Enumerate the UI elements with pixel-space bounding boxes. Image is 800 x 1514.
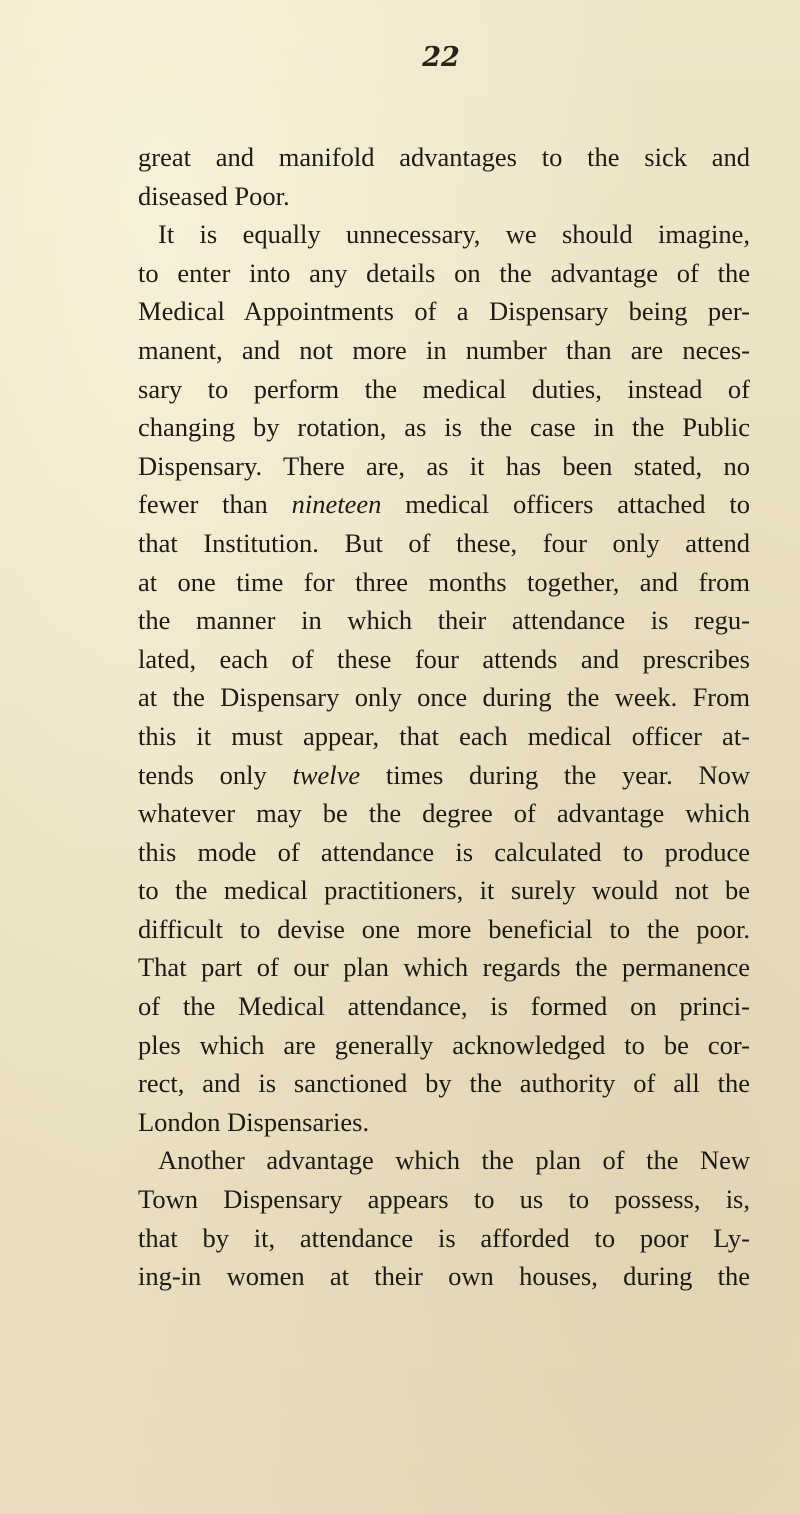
text-line: this it must appear, that each medical officer at- <box>138 720 750 751</box>
text-line: whatever may be the degree of advantage which <box>138 798 750 829</box>
text-line: ples which are generally acknowledged to be cor- <box>138 1029 750 1060</box>
italic-word: twelve <box>292 759 361 790</box>
text-line: tends only twelve times during the year. Now <box>138 759 750 790</box>
text-line: sary to perform the medical duties, instead of <box>138 373 750 404</box>
text-line: difficult to devise one more beneficial to the poor. <box>138 913 750 944</box>
text-line: that by it, attendance is afforded to poor Ly- <box>138 1222 750 1253</box>
text-line: manent, and not more in number than are neces- <box>138 334 750 365</box>
text-line: changing by rotation, as is the case in the Public <box>138 412 750 443</box>
text-line: London Dispensaries. <box>138 1106 370 1137</box>
text-line: at one time for three months together, and from <box>138 566 750 597</box>
text-line: Town Dispensary appears to us to possess, is, <box>138 1184 750 1215</box>
text-line: Medical Appointments of a Dispensary being per- <box>138 296 750 327</box>
text-line: great and manifold advantages to the sick and <box>138 142 750 172</box>
text-line: ing-in women at their own houses, during the <box>138 1261 750 1292</box>
text-line: that Institution. But of these, four only attend <box>138 527 750 558</box>
text-line: That part of our plan which regards the permanence <box>138 952 750 983</box>
text-line: to the medical practitioners, it surely would not be <box>138 875 750 906</box>
text-line: of the Medical attendance, is formed on princi- <box>138 991 750 1022</box>
text-line: fewer than nineteen medical officers attached to <box>138 489 750 520</box>
italic-word: nineteen <box>291 489 382 520</box>
text-line: It is equally unnecessary, we should imagine, <box>158 219 750 250</box>
text-line: diseased Poor. <box>138 180 290 211</box>
body-text <box>138 138 750 1296</box>
text-line: the manner in which their attendance is regu- <box>138 605 750 636</box>
text-line: Dispensary. There are, as it has been stated, no <box>138 450 750 481</box>
text-line: this mode of attendance is calculated to produce <box>138 836 750 867</box>
text-line: to enter into any details on the advantage of the <box>138 257 750 288</box>
text-line: at the Dispensary only once during the week. From <box>138 682 750 713</box>
text-line: rect, and is sanctioned by the authority of all the <box>138 1068 750 1099</box>
text-line: lated, each of these four attends and prescribes <box>138 643 750 674</box>
text-line: Another advantage which the plan of the New <box>158 1145 750 1176</box>
page-number: 22 <box>422 42 460 73</box>
